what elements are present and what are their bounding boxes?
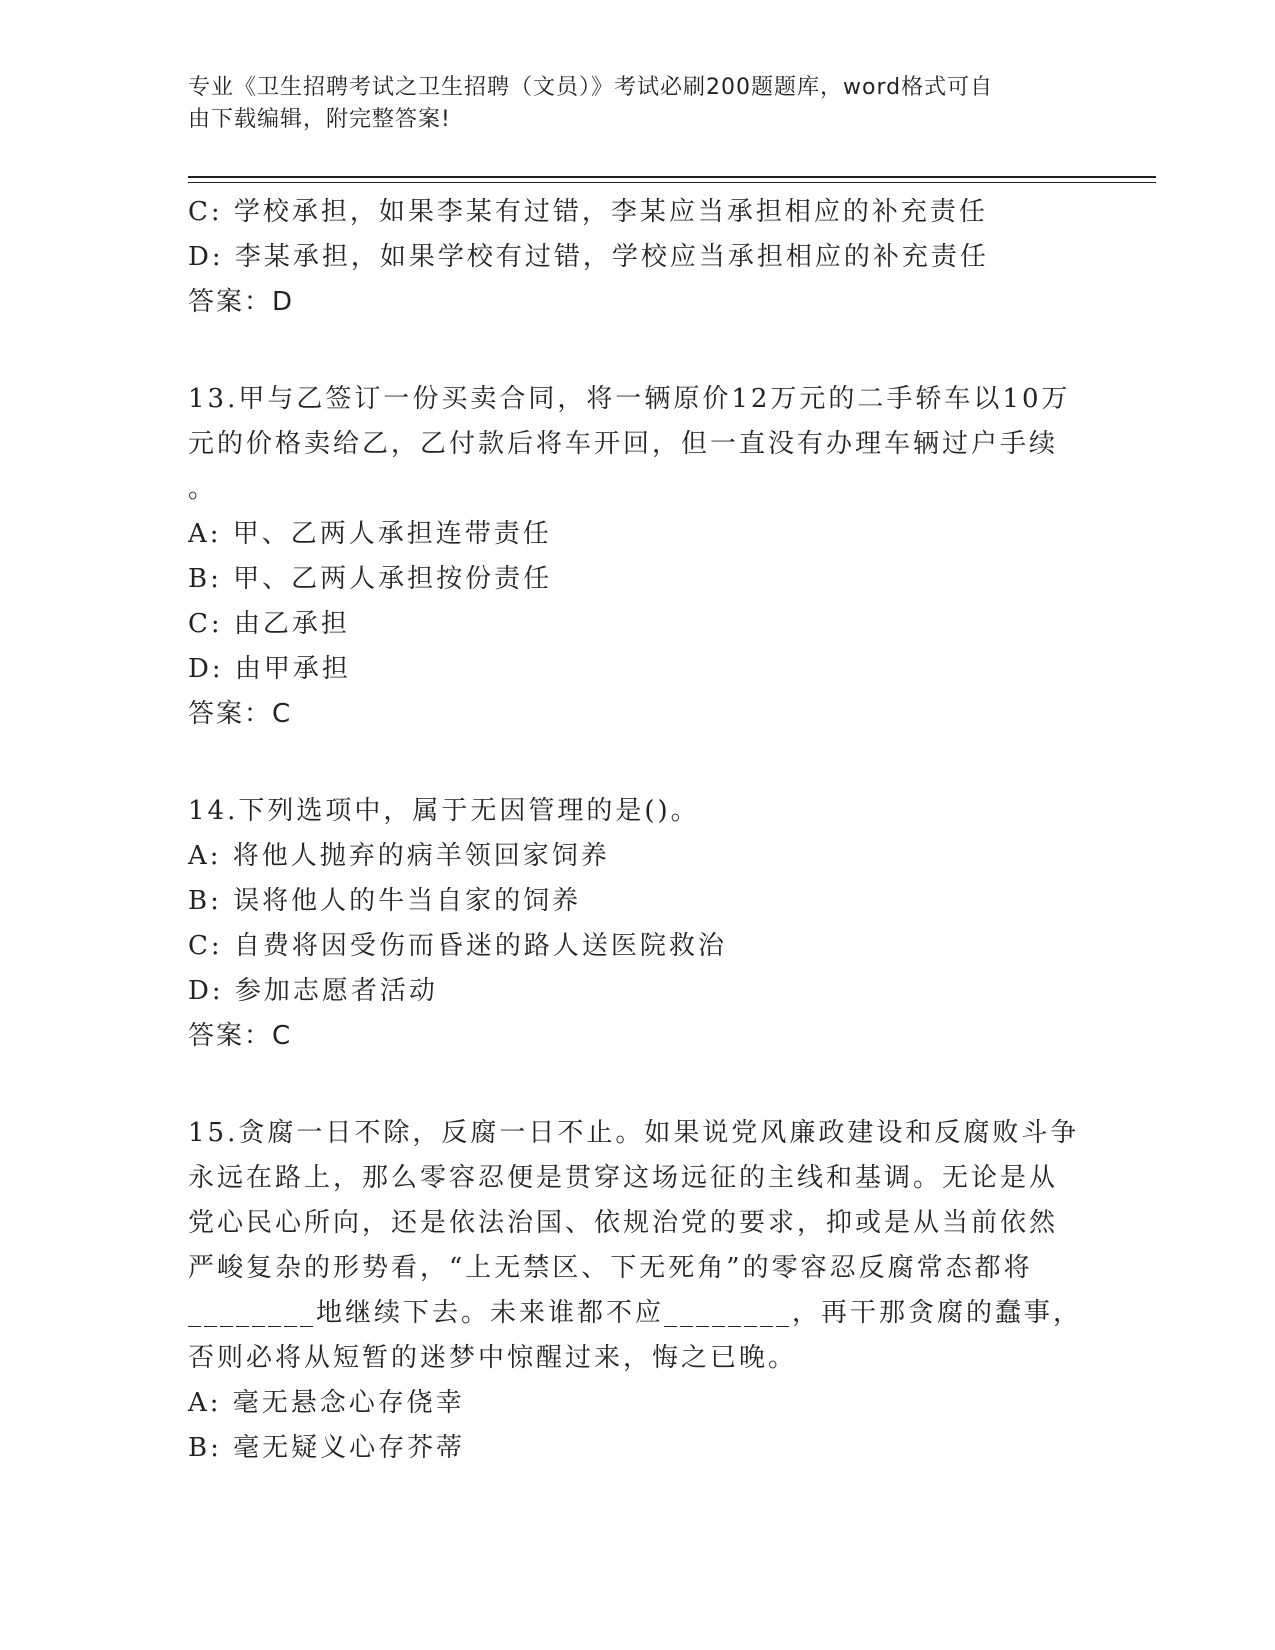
option-a: A: 甲、乙两人承担连带责任 xyxy=(188,519,552,549)
question-15 xyxy=(188,1111,1088,1471)
header-line-1: 专业《卫生招聘考试之卫生招聘（文员）》考试必刷200题题库，word格式可自 xyxy=(188,75,994,100)
document-header xyxy=(188,72,1068,136)
option-c: C: 由乙承担 xyxy=(188,609,350,639)
question-content xyxy=(188,190,1088,1471)
option-b: B: 甲、乙两人承担按份责任 xyxy=(188,564,553,594)
header-divider-thick xyxy=(188,176,1156,178)
spacer xyxy=(188,325,1088,377)
question-stem-line: 13.甲与乙签订一份买卖合同，将一辆原价12万元的二手轿车以10万 xyxy=(188,384,1071,414)
option-a: A: 毫无悬念心存侥幸 xyxy=(188,1388,465,1418)
question-13 xyxy=(188,377,1088,737)
question-stem-line: 否则必将从短暂的迷梦中惊醒过来，悔之已晚。 xyxy=(188,1343,798,1373)
spacer xyxy=(188,737,1088,789)
option-d: D: 参加志愿者活动 xyxy=(188,976,438,1006)
option-d: D: 由甲承担 xyxy=(188,654,351,684)
question-stem-line: 元的价格卖给乙，乙付款后将车开回，但一直没有办理车辆过户手续 xyxy=(188,429,1059,459)
question-14 xyxy=(188,789,1088,1059)
option-a: A: 将他人抛弃的病羊领回家饲养 xyxy=(188,841,610,871)
question-stem-line: 党心民心所向，还是依法治国、依规治党的要求，抑或是从当前依然 xyxy=(188,1208,1059,1238)
answer-line: 答案：D xyxy=(188,287,295,317)
option-c: C: 自费将因受伤而昏迷的路人送医院救治 xyxy=(188,931,727,961)
spacer xyxy=(188,1059,1088,1111)
question-stem-line: 15.贪腐一日不除，反腐一日不止。如果说党风廉政建设和反腐败斗争 xyxy=(188,1118,1080,1148)
question-stem-line: 严峻复杂的形势看，“上无禁区、下无死角”的零容忍反腐常态都将 xyxy=(188,1253,1033,1283)
question-stem-line: 14.下列选项中，属于无因管理的是()。 xyxy=(188,796,700,826)
option-b: B: 误将他人的牛当自家的饲养 xyxy=(188,886,582,916)
option-b: B: 毫无疑义心存芥蒂 xyxy=(188,1433,466,1463)
answer-line: 答案：C xyxy=(188,1021,293,1051)
answer-line: 答案：C xyxy=(188,699,293,729)
question-stem-line: 。 xyxy=(188,474,218,504)
question-stem-line: ________地继续下去。未来谁都不应________，再干那贪腐的蠢事， xyxy=(188,1298,1083,1328)
header-line-2: 由下载编辑，附完整答案! xyxy=(188,107,451,132)
question-12-tail xyxy=(188,190,1088,325)
option-d: D: 李某承担，如果学校有过错，学校应当承担相应的补充责任 xyxy=(188,242,989,272)
header-divider-thin xyxy=(188,182,1156,183)
question-stem-line: 永远在路上，那么零容忍便是贯穿这场远征的主线和基调。无论是从 xyxy=(188,1163,1059,1193)
option-c: C: 学校承担，如果李某有过错，李某应当承担相应的补充责任 xyxy=(188,197,988,227)
